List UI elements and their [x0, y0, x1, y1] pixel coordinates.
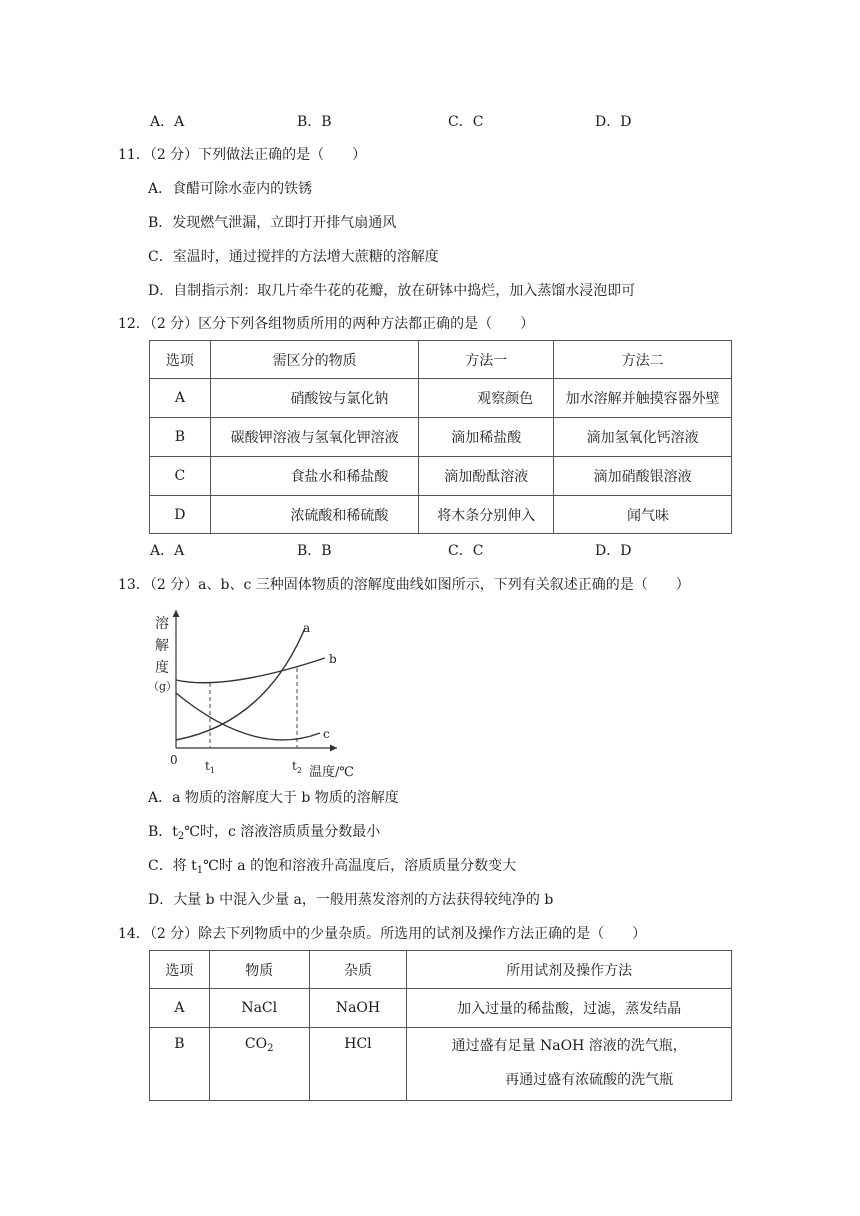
q12-choice-d[interactable]: D．D — [595, 543, 632, 559]
q10-choice-a[interactable]: A．A — [150, 114, 185, 130]
q14-table — [149, 950, 732, 1101]
q13-option-d[interactable]: D．大量 b 中混入少量 a，一般用蒸发溶剂的方法获得较纯净的 b — [148, 892, 554, 908]
q14-header-impurity: 杂质 — [309, 951, 407, 989]
q12-header-substances: 需区分的物质 — [210, 341, 419, 379]
q12-cell: 硝酸铵与氯化钠 — [210, 379, 419, 418]
q13-option-b[interactable] — [148, 822, 380, 842]
y-label-3: 度 — [155, 660, 169, 676]
q14-cell: B — [150, 1028, 210, 1101]
q12-cell: 观察颜色 — [419, 379, 554, 418]
q11-option-c[interactable]: C．室温时，通过搅拌的方法增大蔗糖的溶解度 — [148, 249, 439, 265]
curve-b — [176, 658, 325, 683]
q10-choice-b[interactable]: B．B — [297, 114, 332, 130]
q12-cell: D — [150, 496, 211, 534]
q14-cell: NaCl — [209, 989, 309, 1028]
q11-option-b[interactable]: B．发现燃气泄漏，立即打开排气扇通风 — [148, 215, 397, 231]
q12-cell: 滴加氢氧化钙溶液 — [554, 418, 732, 457]
q13-option-c[interactable] — [148, 856, 516, 876]
q12-cell: 将木条分别伸入 — [419, 496, 554, 534]
q14-cell: A — [150, 989, 210, 1028]
q14-cell — [407, 1028, 732, 1101]
q13-option-c-post: ℃时 a 的饱和溶液升高温度后，溶质质量分数变大 — [203, 858, 517, 874]
q13-option-c-pre: C．将 t — [148, 858, 197, 874]
q14-header-substance: 物质 — [209, 951, 309, 989]
q14-cell: HCl — [309, 1028, 407, 1101]
q13-option-b-post: ℃时，c 溶液溶质质量分数最小 — [184, 824, 381, 840]
q13-option-a[interactable]: A．a 物质的溶解度大于 b 物质的溶解度 — [148, 790, 399, 806]
y-label-1: 溶 — [155, 616, 169, 632]
q14-cell — [209, 1028, 309, 1101]
q13-option-b-sub: 2 — [177, 831, 185, 842]
table-row — [150, 989, 732, 1028]
origin-label: 0 — [170, 753, 178, 767]
curve-a — [176, 628, 305, 740]
q14-cell: NaOH — [309, 989, 407, 1028]
q11-stem: 11．（2 分）下列做法正确的是（ ） — [118, 147, 367, 163]
q12-cell: B — [150, 418, 211, 457]
q12-stem: 12．（2 分）区分下列各组物质所用的两种方法都正确的是（ ） — [118, 316, 535, 332]
q14-method-line1: 通过盛有足量 NaOH 溶液的洗气瓶， — [451, 1038, 687, 1054]
q14-co2-main: CO — [244, 1036, 268, 1052]
table-row — [150, 496, 732, 534]
q10-choice-c[interactable]: C．C — [448, 114, 484, 130]
q12-cell: 碳酸钾溶液与氢氧化钾溶液 — [210, 418, 419, 457]
q14-stem: 14．（2 分）除去下列物质中的少量杂质。所选用的试剂及操作方法正确的是（ ） — [118, 926, 647, 942]
t2-label: $t_2$ — [292, 759, 302, 775]
table-row — [150, 418, 732, 457]
y-label-2: 解 — [155, 638, 169, 654]
q12-cell: A — [150, 379, 211, 418]
curve-c — [176, 693, 320, 740]
q13-option-b-pre: B．t — [148, 824, 178, 840]
q13-option-c-sub: 1 — [196, 865, 204, 876]
q12-cell: 滴加稀盐酸 — [419, 418, 554, 457]
q11-option-d[interactable]: D．自制指示剂：取几片牵牛花的花瓣，放在研钵中捣烂，加入蒸馏水浸泡即可 — [148, 283, 636, 299]
t1-label: $t_1$ — [205, 759, 215, 775]
x-label: 温度/℃ — [309, 765, 354, 780]
q14-cell: 加入过量的稀盐酸，过滤，蒸发结晶 — [407, 989, 732, 1028]
table-row — [150, 379, 732, 418]
solubility-curve-figure — [145, 608, 354, 783]
q14-header-row — [150, 951, 732, 989]
q12-header-method2: 方法二 — [554, 341, 732, 379]
q14-co2-sub: 2 — [267, 1043, 274, 1054]
curve-c-label: c — [323, 727, 330, 741]
q12-header-option: 选项 — [150, 341, 211, 379]
q10-choice-d[interactable]: D．D — [595, 114, 632, 130]
q14-header-method: 所用试剂及操作方法 — [407, 951, 732, 989]
q12-cell: 浓硫酸和稀硫酸 — [210, 496, 419, 534]
q12-cell: C — [150, 457, 211, 496]
q12-cell: 食盐水和稀盐酸 — [210, 457, 419, 496]
q13-stem: 13．（2 分）a、b、c 三种固体物质的溶解度曲线如图所示，下列有关叙述正确的是（ ） — [118, 577, 690, 593]
q11-option-a[interactable]: A．食醋可除水壶内的铁锈 — [148, 181, 313, 197]
curve-a-label: a — [303, 621, 311, 635]
q12-header-row — [150, 341, 732, 379]
q12-table — [149, 340, 732, 534]
q12-choice-c[interactable]: C．C — [448, 543, 484, 559]
q12-cell: 闻气味 — [554, 496, 732, 534]
q12-header-method1: 方法一 — [419, 341, 554, 379]
q12-cell: 加水溶解并触摸容器外壁 — [554, 379, 732, 418]
curve-b-label: b — [329, 652, 337, 666]
table-row — [150, 1028, 732, 1101]
q12-choice-b[interactable]: B．B — [297, 543, 332, 559]
q12-cell: 滴加硝酸银溶液 — [554, 457, 732, 496]
q12-cell: 滴加酚酞溶液 — [419, 457, 554, 496]
table-row — [150, 457, 732, 496]
q12-choice-a[interactable]: A．A — [150, 543, 185, 559]
q14-header-option: 选项 — [150, 951, 210, 989]
q14-method-line2: 再通过盛有浓硫酸的洗气瓶 — [505, 1072, 674, 1088]
y-label-4: （g） — [148, 680, 178, 693]
